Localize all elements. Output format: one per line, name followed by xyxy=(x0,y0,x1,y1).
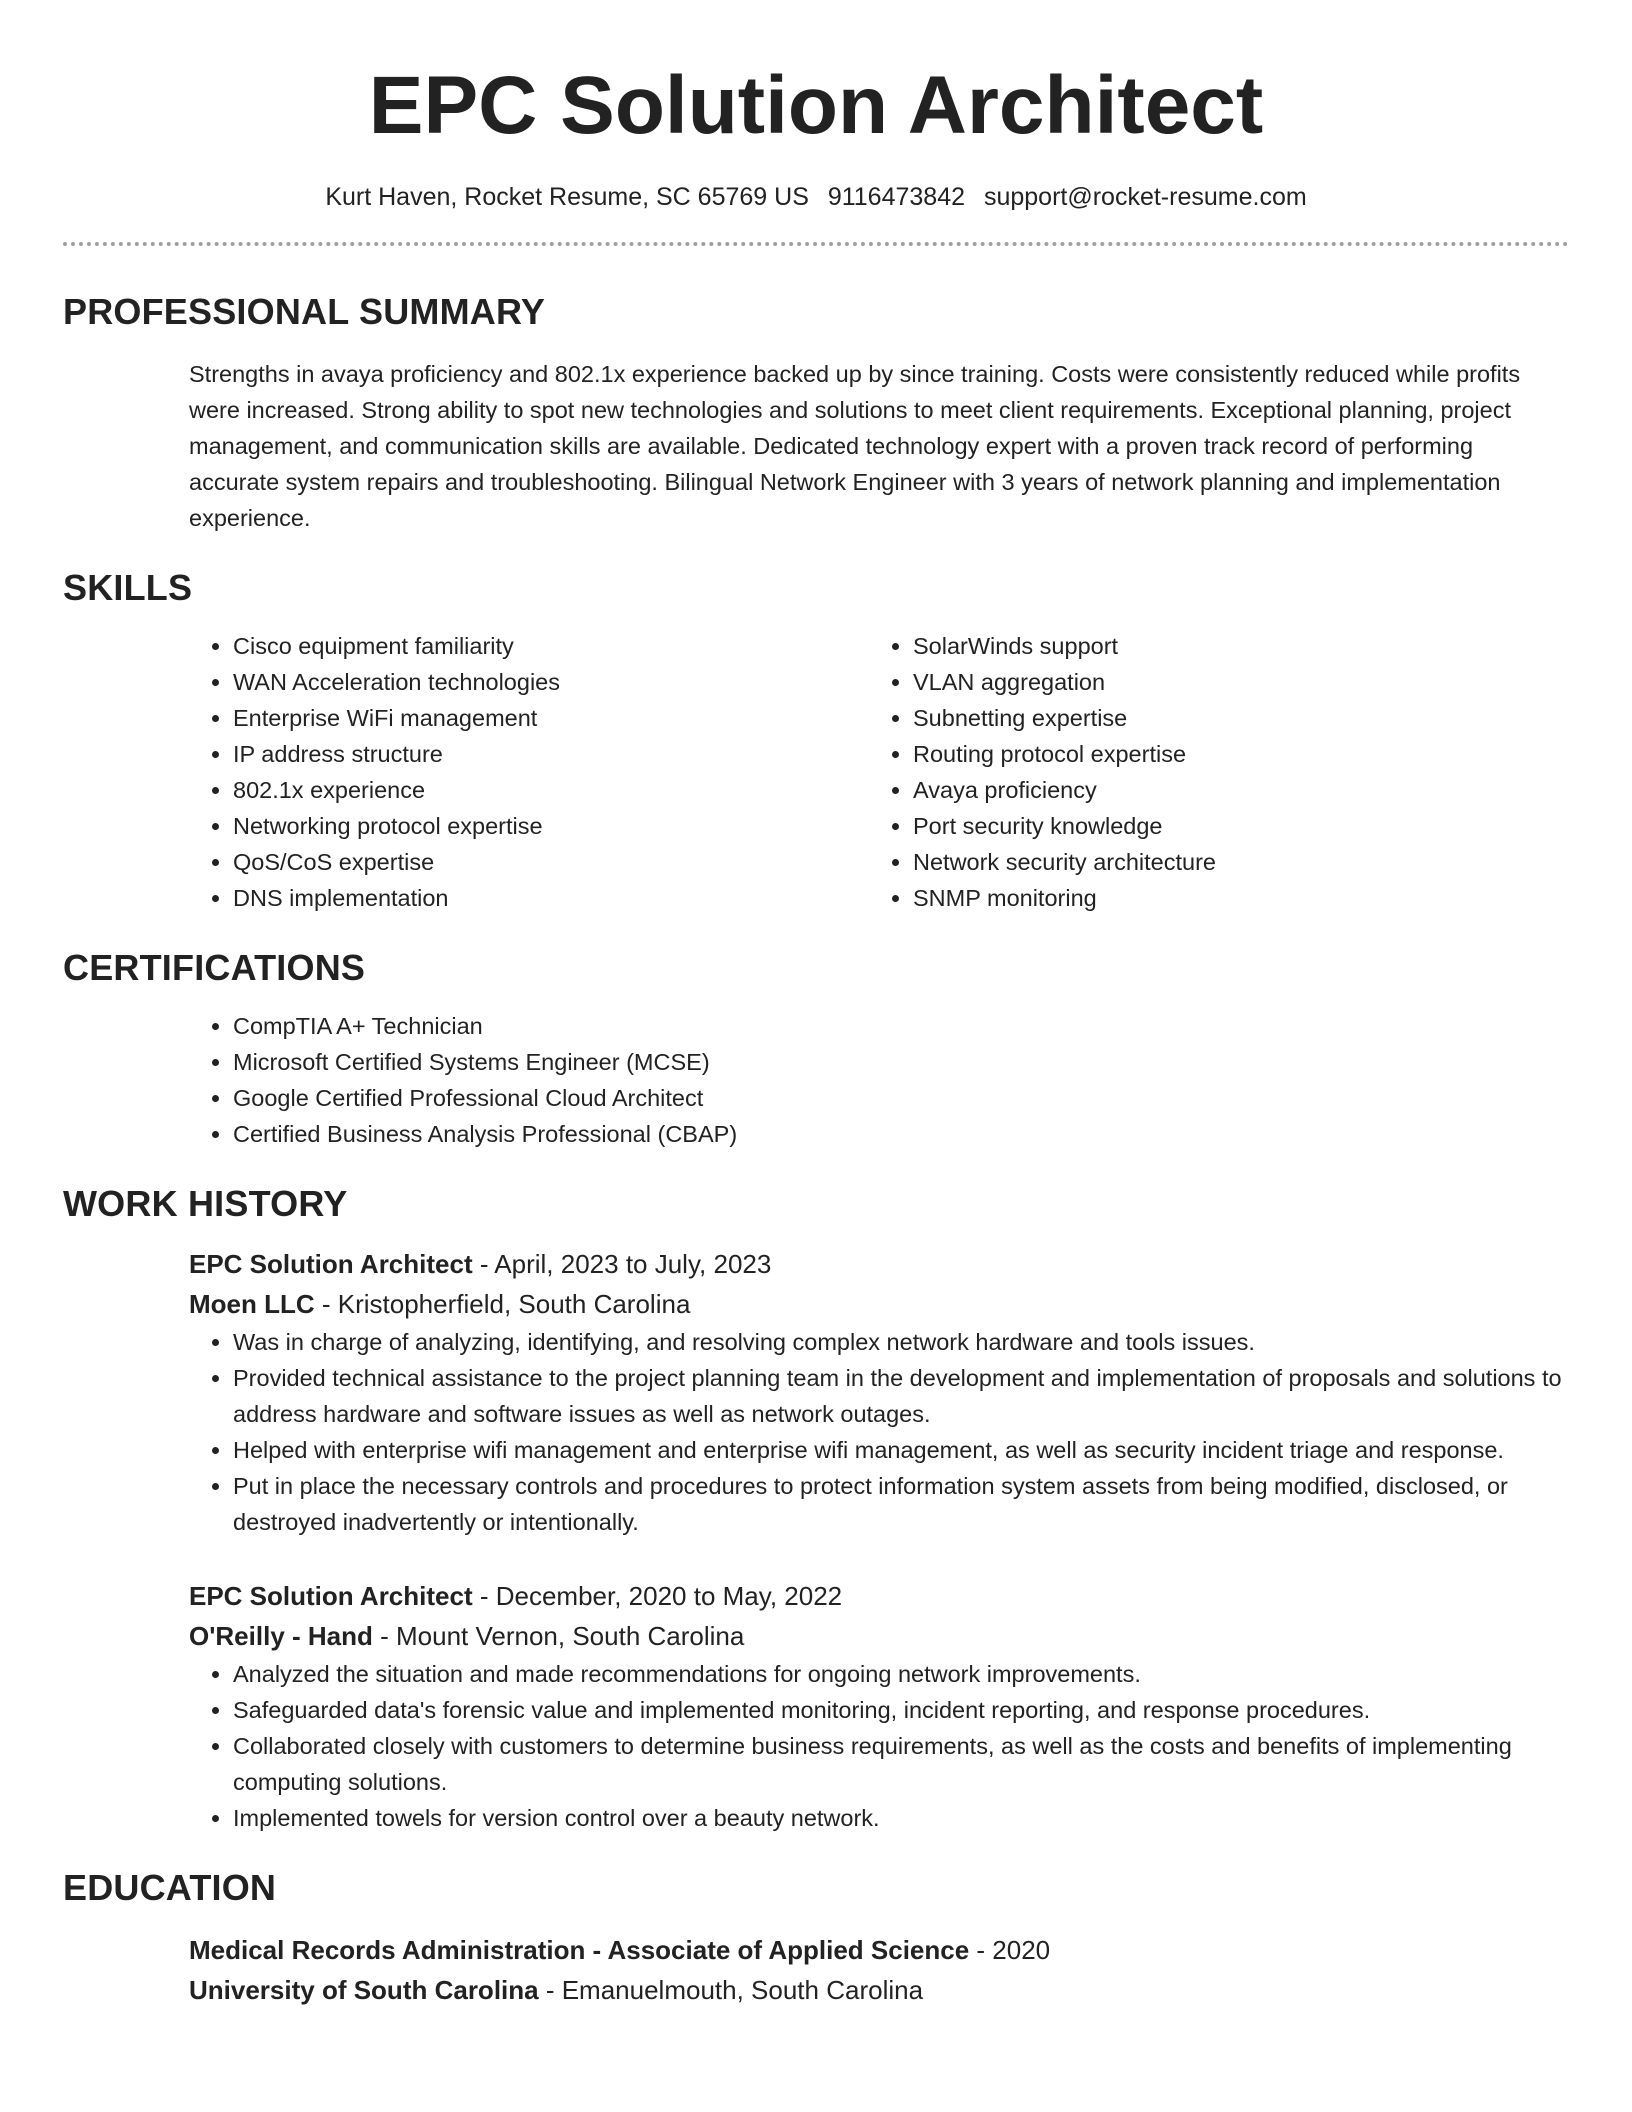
skills-heading: SKILLS xyxy=(63,567,193,608)
list-item: • Enterprise WiFi management xyxy=(233,700,869,736)
job-location: - Mount Vernon, South Carolina xyxy=(372,1621,745,1651)
job-role: EPC Solution Architect xyxy=(189,1249,473,1279)
contact-phone: 9116473842 xyxy=(827,183,966,211)
skills-section xyxy=(63,566,1569,916)
list-item: • Collaborated closely with customers to determine business requirements, as well as the costs and benefits of implementing computing solutions. xyxy=(233,1728,1569,1800)
list-item: • DNS implementation xyxy=(233,880,869,916)
list-item: • Put in place the necessary controls and procedures to protect information system assets from being modified, disclosed, or destroyed inadvertently or intentionally. xyxy=(233,1468,1569,1540)
list-item: • Subnetting expertise xyxy=(913,700,1549,736)
resume-title: EPC Solution Architect xyxy=(368,60,1264,151)
skills-right-list xyxy=(869,628,1549,916)
list-item: • Port security knowledge xyxy=(913,808,1549,844)
list-item: • WAN Acceleration technologies xyxy=(233,664,869,700)
work-history-heading: WORK HISTORY xyxy=(63,1183,348,1224)
job-entry xyxy=(189,1576,1569,1836)
job-company: O'Reilly - Hand xyxy=(189,1621,373,1651)
education-school: University of South Carolina xyxy=(189,1975,539,2005)
education-degree-line xyxy=(189,1930,1569,1970)
certifications-list xyxy=(189,1008,1569,1152)
summary-text: Strengths in avaya proficiency and 802.1x experience backed up by since training. Costs were consistently reduced while profits were increased. Strong ability to spot new technologies and solutions to meet client requirements. Exceptional planning, project management, and communication skills are available. Dedicated technology expert with a proven track record of performing accurate system repairs and troubleshooting. Bilingual Network Engineer with 3 years of network planning and implementation experience. xyxy=(189,361,1521,531)
summary-heading: PROFESSIONAL SUMMARY xyxy=(63,291,546,332)
work-history-section xyxy=(63,1182,1569,1836)
skills-left-list xyxy=(189,628,869,916)
education-school-line xyxy=(189,1970,1569,2010)
job-bullets xyxy=(189,1324,1569,1540)
education-section xyxy=(63,1866,1569,2010)
list-item: • SolarWinds support xyxy=(913,628,1549,664)
job-company-line xyxy=(189,1616,1569,1656)
certifications-heading: CERTIFICATIONS xyxy=(63,947,366,988)
list-item: • QoS/CoS expertise xyxy=(233,844,869,880)
list-item: • Routing protocol expertise xyxy=(913,736,1549,772)
list-item: • Analyzed the situation and made recommendations for ongoing network improvements. xyxy=(233,1656,1569,1692)
contact-line xyxy=(63,180,1569,214)
job-location: - Kristopherfield, South Carolina xyxy=(314,1289,691,1319)
job-title-line xyxy=(189,1576,1569,1616)
job-dates: - December, 2020 to May, 2022 xyxy=(472,1581,843,1611)
skills-right-column xyxy=(869,628,1549,916)
education-location: - Emanuelmouth, South Carolina xyxy=(538,1975,924,2005)
list-item: • CompTIA A+ Technician xyxy=(233,1008,1569,1044)
job-entry xyxy=(189,1244,1569,1540)
list-item: • Google Certified Professional Cloud Architect xyxy=(233,1080,1569,1116)
certifications-section xyxy=(63,946,1569,1152)
list-item: • Certified Business Analysis Professional (CBAP) xyxy=(233,1116,1569,1152)
list-item: • Safeguarded data's forensic value and implemented monitoring, incident reporting, and response procedures. xyxy=(233,1692,1569,1728)
job-role: EPC Solution Architect xyxy=(189,1581,473,1611)
list-item: • Implemented towels for version control over a beauty network. xyxy=(233,1800,1569,1836)
education-degree: Medical Records Administration - Associate of Applied Science xyxy=(189,1935,970,1965)
job-title-line xyxy=(189,1244,1569,1284)
header-divider xyxy=(63,242,1569,246)
list-item: • IP address structure xyxy=(233,736,869,772)
list-item: • Microsoft Certified Systems Engineer (MCSE) xyxy=(233,1044,1569,1080)
education-year: - 2020 xyxy=(969,1935,1051,1965)
job-company: Moen LLC xyxy=(189,1289,315,1319)
skills-left-column xyxy=(189,628,869,916)
list-item: • Cisco equipment familiarity xyxy=(233,628,869,664)
list-item: • Avaya proficiency xyxy=(913,772,1549,808)
list-item: • Helped with enterprise wifi management and enterprise wifi management, as well as security incident triage and response. xyxy=(233,1432,1569,1468)
job-dates: - April, 2023 to July, 2023 xyxy=(472,1249,772,1279)
summary-section xyxy=(63,290,1569,536)
list-item: • VLAN aggregation xyxy=(913,664,1549,700)
certifications-list-wrap xyxy=(189,1008,1569,1152)
list-item: • 802.1x experience xyxy=(233,772,869,808)
skills-columns xyxy=(189,628,1569,916)
job-company-line xyxy=(189,1284,1569,1324)
list-item: • Network security architecture xyxy=(913,844,1549,880)
list-item: • Provided technical assistance to the project planning team in the development and implementation of proposals and solutions to address hardware and software issues as well as network outages. xyxy=(233,1360,1569,1432)
list-item: • SNMP monitoring xyxy=(913,880,1549,916)
contact-email: support@rocket-resume.com xyxy=(983,183,1307,211)
contact-address: Kurt Haven, Rocket Resume, SC 65769 US xyxy=(325,183,809,211)
job-bullets xyxy=(189,1656,1569,1836)
list-item: • Was in charge of analyzing, identifying, and resolving complex network hardware and tools issues. xyxy=(233,1324,1569,1360)
list-item: • Networking protocol expertise xyxy=(233,808,869,844)
education-entry xyxy=(189,1930,1569,2010)
education-heading: EDUCATION xyxy=(63,1867,277,1908)
